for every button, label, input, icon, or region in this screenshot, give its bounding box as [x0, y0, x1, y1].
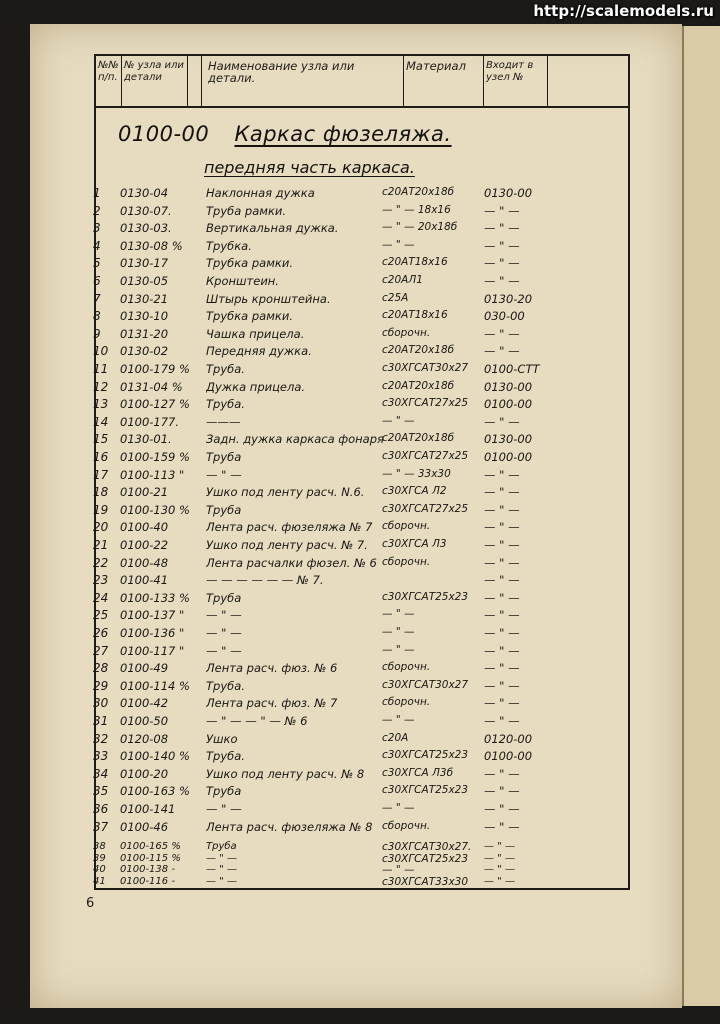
row-number: 27 — [93, 643, 109, 658]
row-part-number: 0100-163 % — [120, 784, 190, 799]
row-part-name: Дужка прицела. — [206, 379, 306, 394]
row-number: 5 — [93, 256, 101, 271]
row-part-number: 0100-177. — [120, 414, 180, 429]
table-row — [0, 292, 720, 310]
table-row — [0, 608, 720, 626]
table-row — [0, 556, 720, 574]
row-enters-assembly: — " — — [484, 414, 520, 429]
table-row — [0, 432, 720, 450]
row-material: с30ХГСАТ27х25 — [382, 502, 469, 515]
row-part-number: 0130-03. — [120, 221, 172, 236]
table-row — [0, 820, 720, 838]
row-part-number: 0120-08 — [120, 731, 169, 746]
row-material: с20А — [382, 731, 409, 744]
row-material: с20АТ20х18б — [382, 432, 455, 445]
row-material: — " — — [382, 643, 415, 656]
row-number: 14 — [93, 414, 109, 429]
row-part-number: 0100-114 % — [120, 678, 190, 693]
row-part-name: Лента расч. фюз. № 6 — [206, 661, 338, 676]
table-row — [0, 732, 720, 750]
table-row — [0, 661, 720, 679]
row-material: с30ХГСАТ25х23 — [382, 749, 469, 762]
row-part-number: 0100-21 — [120, 485, 169, 500]
row-part-name: Ушко под ленту расч. № 7. — [206, 538, 368, 552]
row-material: с20АТ18х16 — [382, 256, 448, 269]
row-number: 25 — [93, 608, 109, 623]
row-material: — " — — [382, 238, 415, 251]
row-material: с30ХГСА Л2 — [382, 485, 447, 498]
row-number: 9 — [93, 326, 101, 341]
watermark-url: http://scalemodels.ru — [533, 2, 714, 20]
table-row — [0, 344, 720, 362]
row-number: 40 — [93, 864, 106, 876]
row-material: сборочн. — [382, 326, 431, 339]
row-material: — " — 33х30 — [382, 467, 451, 480]
row-part-name: — " — — [206, 802, 242, 816]
row-part-name: Трубка рамки. — [206, 309, 293, 324]
row-material: сборочн. — [382, 819, 431, 832]
row-number: 35 — [93, 784, 109, 799]
row-enters-assembly: — " — — [484, 661, 520, 676]
row-material: сборочн. — [382, 661, 431, 674]
row-number: 31 — [93, 714, 109, 728]
table-row — [0, 362, 720, 380]
row-part-number: 0130-04 — [120, 186, 169, 200]
header-col-name: Наименование узла или детали. — [202, 56, 404, 106]
row-material: с30ХГСАТ25х23 — [382, 852, 469, 865]
row-number: 20 — [93, 520, 109, 535]
row-enters-assembly: 0130-20 — [484, 291, 533, 306]
table-row — [0, 450, 720, 468]
row-material: с30ХГСАТ25х23 — [382, 590, 469, 603]
row-number: 19 — [93, 502, 109, 517]
row-part-name: — " — — [206, 864, 237, 876]
row-material: — " — 20х18б — [382, 221, 458, 234]
row-enters-assembly: — " — — [484, 573, 520, 588]
row-part-number: 0130-10 — [120, 309, 169, 324]
row-part-name: Труба. — [206, 362, 245, 376]
row-part-number: 0100-138 - — [120, 864, 175, 876]
row-material: с30ХГСАТ25х23 — [382, 784, 469, 797]
row-part-name: Лента расч. фюзеляжа № 8 — [206, 819, 373, 834]
row-part-number: 0130-17 — [120, 256, 169, 271]
row-part-number: 0100-179 % — [120, 362, 190, 376]
row-part-number: 0100-159 % — [120, 450, 190, 464]
row-material: с30ХГСАТ27х25 — [382, 397, 469, 410]
row-material: с20АЛ1 — [382, 274, 423, 286]
row-part-name: Чашка прицела. — [206, 326, 305, 341]
table-row — [0, 520, 720, 538]
row-part-name: Труба. — [206, 397, 245, 412]
row-part-name: Труба. — [206, 749, 245, 764]
row-enters-assembly: 0130-00 — [484, 432, 533, 447]
row-part-number: 0100-20 — [120, 766, 169, 781]
table-row — [0, 239, 720, 257]
row-number: 29 — [93, 678, 109, 693]
row-number: 23 — [93, 573, 109, 588]
row-part-name: — " — — [206, 643, 242, 658]
row-enters-assembly: — " — — [484, 784, 520, 799]
row-material: — " — — [382, 864, 415, 877]
row-material: с30ХГСАТ30х27 — [382, 362, 469, 374]
table-row — [0, 380, 720, 398]
table-row — [0, 714, 720, 732]
table-row — [0, 696, 720, 714]
row-number: 22 — [93, 555, 109, 570]
row-material: с30ХГСАТ33х30 — [382, 875, 469, 888]
row-enters-assembly: — " — — [484, 274, 520, 288]
row-part-name: — " — — [206, 875, 237, 887]
row-part-number: 0100-113 " — [120, 467, 185, 482]
row-number: 39 — [93, 852, 106, 864]
row-part-number: 0100-50 — [120, 714, 169, 728]
row-part-name: Лента расчалки фюзел. № 6 — [206, 555, 377, 570]
row-number: 10 — [93, 344, 109, 359]
row-part-number: 0100-140 % — [120, 749, 190, 764]
row-enters-assembly: — " — — [484, 326, 520, 341]
table-row — [0, 503, 720, 521]
row-part-name: Задн. дужка каркаса фонаря — [206, 432, 384, 447]
section-name: Каркас фюзеляжа. — [234, 122, 452, 146]
row-number: 11 — [93, 362, 109, 376]
row-part-name: Труба — [206, 784, 242, 799]
row-enters-assembly: — " — — [484, 864, 515, 876]
row-part-name: Труба — [206, 841, 237, 853]
row-material: — " — — [382, 714, 415, 726]
row-enters-assembly: — " — — [484, 819, 520, 834]
row-number: 30 — [93, 696, 109, 711]
row-enters-assembly: — " — — [484, 696, 520, 711]
row-enters-assembly: — " — — [484, 608, 520, 623]
row-part-name: Кронштеин. — [206, 274, 279, 288]
row-number: 26 — [93, 626, 109, 640]
row-number: 38 — [93, 841, 106, 853]
row-enters-assembly: — " — — [484, 875, 515, 887]
table-row — [0, 876, 720, 894]
row-part-number: 0100-40 — [120, 520, 169, 535]
table-row — [0, 573, 720, 591]
row-part-number: 0130-01. — [120, 432, 172, 447]
row-number: 37 — [93, 819, 109, 834]
row-number: 34 — [93, 766, 109, 781]
row-part-number: 0100-141 — [120, 802, 176, 816]
row-part-number: 0100-46 — [120, 819, 169, 834]
row-number: 28 — [93, 661, 109, 676]
table-row — [0, 679, 720, 697]
row-part-name: Труба — [206, 590, 242, 605]
row-enters-assembly: — " — — [484, 555, 520, 570]
table-row — [0, 749, 720, 767]
row-number: 7 — [93, 291, 101, 306]
row-number: 16 — [93, 450, 109, 464]
row-material: с30ХГСА Л3б — [382, 766, 454, 779]
row-number: 36 — [93, 802, 109, 816]
row-part-name: Труба — [206, 450, 242, 464]
row-part-number: 0100-48 — [120, 555, 169, 570]
row-part-number: 0100-165 % — [120, 841, 181, 853]
row-material: с20АТ20х18б — [382, 379, 455, 392]
row-enters-assembly: 0100-00 — [484, 450, 533, 464]
table-row — [0, 327, 720, 345]
row-enters-assembly: — " — — [484, 841, 515, 853]
row-number: 8 — [93, 309, 101, 324]
row-material: с20АТ20х18б — [382, 186, 455, 198]
row-material: сборочн. — [382, 555, 431, 568]
table-row — [0, 415, 720, 433]
table-row — [0, 186, 720, 204]
row-enters-assembly: 0100-СТТ — [484, 362, 540, 376]
row-part-number: 0130-05 — [120, 274, 169, 288]
section-title — [118, 122, 452, 146]
row-part-name: Передняя дужка. — [206, 344, 312, 359]
header-col-blank — [548, 56, 628, 106]
row-part-name: ——— — [206, 414, 241, 429]
row-part-name: Трубка рамки. — [206, 256, 293, 271]
row-part-number: 0100-130 % — [120, 502, 190, 517]
table-row — [0, 256, 720, 274]
row-part-name: — " — — [206, 467, 242, 482]
table-row — [0, 538, 720, 556]
row-enters-assembly: — " — — [484, 852, 515, 864]
row-part-number: 0130-02 — [120, 344, 169, 359]
row-number: 1 — [93, 186, 101, 200]
row-part-name: Труба. — [206, 678, 245, 693]
row-part-number: 0131-20 — [120, 326, 169, 341]
table-row — [0, 767, 720, 785]
row-material: с30ХГСАТ30х27. — [382, 841, 472, 854]
row-enters-assembly: — " — — [484, 485, 520, 500]
header-col-spacer — [188, 56, 202, 106]
row-enters-assembly: — " — — [484, 766, 520, 781]
row-enters-assembly: — " — — [484, 678, 520, 693]
row-part-name: — — — — — — № 7. — [206, 573, 324, 588]
row-part-number: 0100-41 — [120, 573, 169, 588]
row-part-number: 0100-115 % — [120, 852, 181, 864]
row-enters-assembly: — " — — [484, 626, 520, 640]
row-enters-assembly: — " — — [484, 502, 520, 517]
row-part-name: — " — — " — № 6 — [206, 714, 308, 728]
row-part-name: Вертикальная дужка. — [206, 221, 339, 236]
row-number: 13 — [93, 397, 109, 412]
row-number: 12 — [93, 379, 109, 394]
row-enters-assembly: — " — — [484, 256, 520, 271]
row-number: 17 — [93, 467, 109, 482]
row-material: с30ХГСАТ30х27 — [382, 678, 469, 691]
header-col-number: №№ п/п. — [96, 56, 122, 106]
row-material: с30ХГСАТ27х25 — [382, 450, 469, 462]
table-row — [0, 802, 720, 820]
table-row — [0, 397, 720, 415]
row-part-number: 0130-21 — [120, 291, 169, 306]
table-row — [0, 784, 720, 802]
row-enters-assembly: — " — — [484, 590, 520, 605]
row-number: 24 — [93, 590, 109, 605]
table-row — [0, 274, 720, 292]
row-part-name: Ушко — [206, 731, 238, 746]
row-enters-assembly: 0120-00 — [484, 731, 533, 746]
row-part-name: — " — — [206, 852, 237, 864]
row-part-name: Лента расч. фюзеляжа № 7 — [206, 520, 373, 535]
row-part-name: — " — — [206, 608, 242, 623]
row-part-number: 0100-22 — [120, 538, 169, 552]
row-number: 18 — [93, 485, 109, 500]
header-col-enters: Входит в узел № — [484, 56, 548, 106]
page-number: 6 — [86, 896, 95, 911]
row-part-number: 0130-08 % — [120, 238, 183, 253]
row-part-name: Трубка. — [206, 238, 252, 253]
row-enters-assembly: — " — — [484, 467, 520, 482]
row-enters-assembly: 0130-00 — [484, 186, 533, 200]
row-enters-assembly: 030-00 — [484, 309, 525, 324]
row-enters-assembly: 0100-00 — [484, 397, 533, 412]
row-part-name: Ушко под ленту расч. № 8 — [206, 766, 365, 781]
row-material: с25А — [382, 291, 409, 304]
row-part-number: 0100-117 " — [120, 643, 185, 658]
row-number: 15 — [93, 432, 109, 447]
table-row — [0, 204, 720, 222]
row-number: 4 — [93, 238, 101, 253]
table-row — [0, 221, 720, 239]
row-part-number: 0100-136 " — [120, 626, 185, 640]
row-enters-assembly: — " — — [484, 238, 520, 253]
row-part-name: Наклонная дужка — [206, 186, 315, 200]
row-part-number: 0131-04 % — [120, 379, 183, 394]
row-enters-assembly: — " — — [484, 538, 520, 552]
row-enters-assembly: 0130-00 — [484, 379, 533, 394]
row-number: 41 — [93, 875, 106, 887]
row-part-name: Труба рамки. — [206, 203, 287, 218]
row-enters-assembly: — " — — [484, 203, 520, 218]
row-part-number: 0100-116 - — [120, 875, 175, 887]
row-enters-assembly: — " — — [484, 802, 520, 816]
row-material: с20АТ20х18б — [382, 344, 455, 357]
row-enters-assembly: 0100-00 — [484, 749, 533, 764]
row-number: 3 — [93, 221, 101, 236]
row-material: с20АТ18х16 — [382, 309, 448, 322]
table-row — [0, 309, 720, 327]
row-number: 2 — [93, 203, 101, 218]
row-number: 33 — [93, 749, 109, 764]
row-part-number: 0100-127 % — [120, 397, 190, 412]
row-part-number: 0100-49 — [120, 661, 169, 676]
table-row — [0, 485, 720, 503]
row-part-name: Штырь кронштейна. — [206, 291, 331, 306]
table-header — [96, 56, 628, 108]
row-enters-assembly: — " — — [484, 643, 520, 658]
table-row — [0, 626, 720, 644]
row-part-name: Труба — [206, 502, 242, 517]
row-part-number: 0100-137 " — [120, 608, 185, 623]
row-enters-assembly: — " — — [484, 714, 520, 728]
row-number: 32 — [93, 731, 109, 746]
row-number: 6 — [93, 274, 101, 288]
row-material: — " — — [382, 626, 415, 638]
row-material: — " — 18х16 — [382, 203, 451, 216]
table-row — [0, 468, 720, 486]
row-part-name: — " — — [206, 626, 242, 640]
row-material: сборочн. — [382, 520, 431, 533]
row-enters-assembly: — " — — [484, 520, 520, 535]
row-part-name: Ушко под ленту расч. N.6. — [206, 485, 365, 500]
row-part-number: 0100-42 — [120, 696, 169, 711]
table-row — [0, 591, 720, 609]
row-enters-assembly: — " — — [484, 344, 520, 359]
section-code: 0100-00 — [118, 122, 210, 146]
row-number: 21 — [93, 538, 109, 552]
header-col-part: № узла или детали — [122, 56, 188, 106]
row-material: с30ХГСА Л3 — [382, 538, 447, 550]
row-part-number: 0100-133 % — [120, 590, 190, 605]
row-material: — " — — [382, 414, 415, 427]
header-col-material: Материал — [404, 56, 484, 106]
row-material: — " — — [382, 608, 415, 621]
section-subtitle: передняя часть каркаса. — [204, 158, 415, 177]
row-part-name: Лента расч. фюз. № 7 — [206, 696, 338, 711]
row-material: — " — — [382, 802, 415, 814]
row-enters-assembly: — " — — [484, 221, 520, 236]
table-row — [0, 644, 720, 662]
row-part-number: 0130-07. — [120, 203, 172, 218]
row-material: сборочн. — [382, 696, 431, 709]
